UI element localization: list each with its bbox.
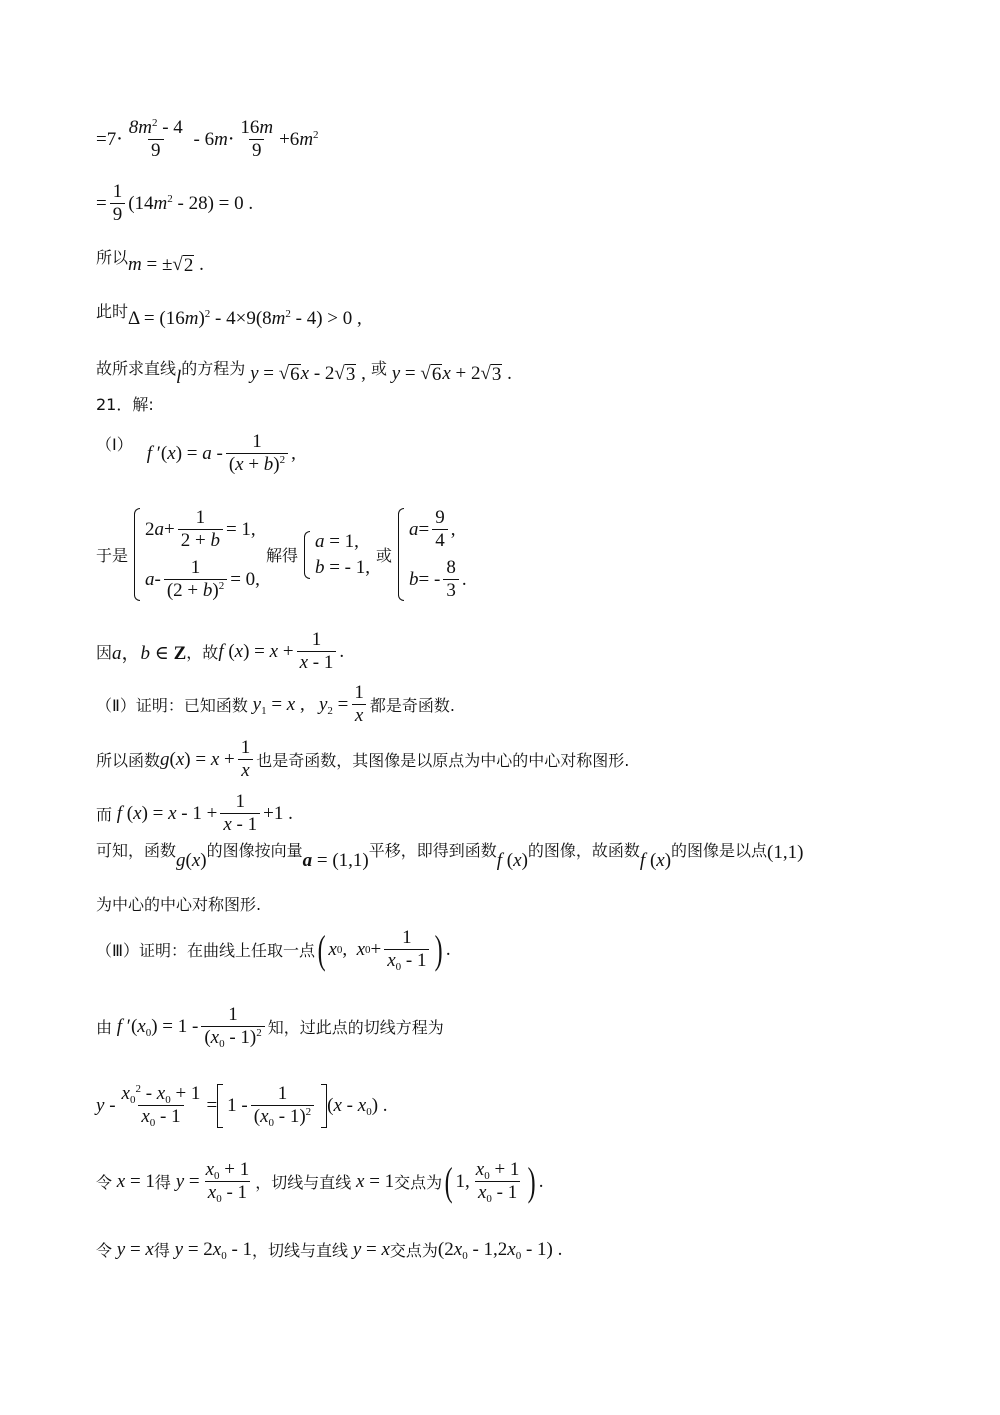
intersection-x1: 令 x = 1 得 y = $\frac{x_0 + 1}{x_0 - 1}$ ，切线与直线 x = 1 交点为 ( 1, $\frac{x_0 + 1}{x_0 - 1}$ ) . xyxy=(96,1158,544,1205)
intersection-yx: 令 y = x 得 $y = 2x_0 - 1$ ，切线与直线 y = x 交点为 $(2x_0 - 1,2x_0 - 1)$ . xyxy=(96,1238,563,1262)
conclusion-f: 因 a，b ∈ Z ，故 f (x) = x + $\frac{1}{x - 1}$ . xyxy=(96,629,345,673)
g-function-line: 所以函数 g(x) = x + $\frac{1}{x}$ 也是奇函数，其图像是以原点为中心的中心对称图形. xyxy=(96,737,630,781)
part-ii-proof: （Ⅱ）证明：已知函数 $y_1 = x$ , $y_2$ = $\frac{1}{x}$ 都是奇函数. xyxy=(96,682,455,726)
system-of-equations: 于是 2 a + $\frac{1}{2 + b}$ = 1, a - $\frac{1}{(2 + b)^2}$ = 0, 解得 a = 1, b = - 1, 或 a = $\frac{9}{4}$ , b = - $\frac{8}{3}$ . xyxy=(96,507,467,601)
f-rewrite-line: 而 f (x) = x - 1 + $\frac{1}{x - 1}$ +1 . xyxy=(96,791,293,835)
tangent-slope-line: 由 f $'(x_0) = 1$ - $\frac{1}{(x_0 - 1)^2}$ 知，过此点的切线方程为 xyxy=(96,1004,444,1050)
equation-line-1: =7⋅ $\frac{8m^2 - 4}{9}$ - 6m⋅ $\frac{16m}{9}$ $+6m^2$ xyxy=(96,117,319,161)
text-suoyi: 所以 xyxy=(96,247,129,267)
tangent-equation: y - $\frac{x_0^2 - x_0 + 1}{x_0 - 1}$ = 1 - $\frac{1}{(x_0 - 1)^2}$ $(x - x_0)$ . xyxy=(96,1083,388,1129)
text-line-4: 此时 $\Delta = (16m)^2 - 4\times 9(8m^2 - 4) > 0$ , xyxy=(96,290,362,330)
text-line-5: 故所求直线 l 的方程为 y = √ 6 x - 2 √ 3 , 或 y = √ 6 x + 2 √ 3 . xyxy=(96,358,512,388)
text-line-3: 所以 m = ± √ 2 . xyxy=(96,236,204,276)
translation-line: 可知，函数 g(x) 的图像按向量 a = (1,1) 平移，即得到函数 f (x) 的图像，故函数 f (x) 的图像是以点 (1,1) xyxy=(96,841,804,871)
text-line-14: 为中心的中心对称图形. xyxy=(96,895,262,914)
part-iii-proof: （Ⅲ）证明：在曲线上任取一点 ( x 0 , x 0 + $\frac{1}{x_0 - 1}$ ) . xyxy=(96,926,451,973)
equation-line-2: = $\frac{1}{9}$ $(14m^2 - 28) = 0$ . xyxy=(96,181,254,225)
part-i-derivative: （Ⅰ） f ′(x) = a - $\frac{1}{(x + b)^2}$ , xyxy=(96,431,296,475)
section-heading-21: 21．解: xyxy=(96,395,154,414)
text-cishi: 此时 xyxy=(96,301,129,321)
